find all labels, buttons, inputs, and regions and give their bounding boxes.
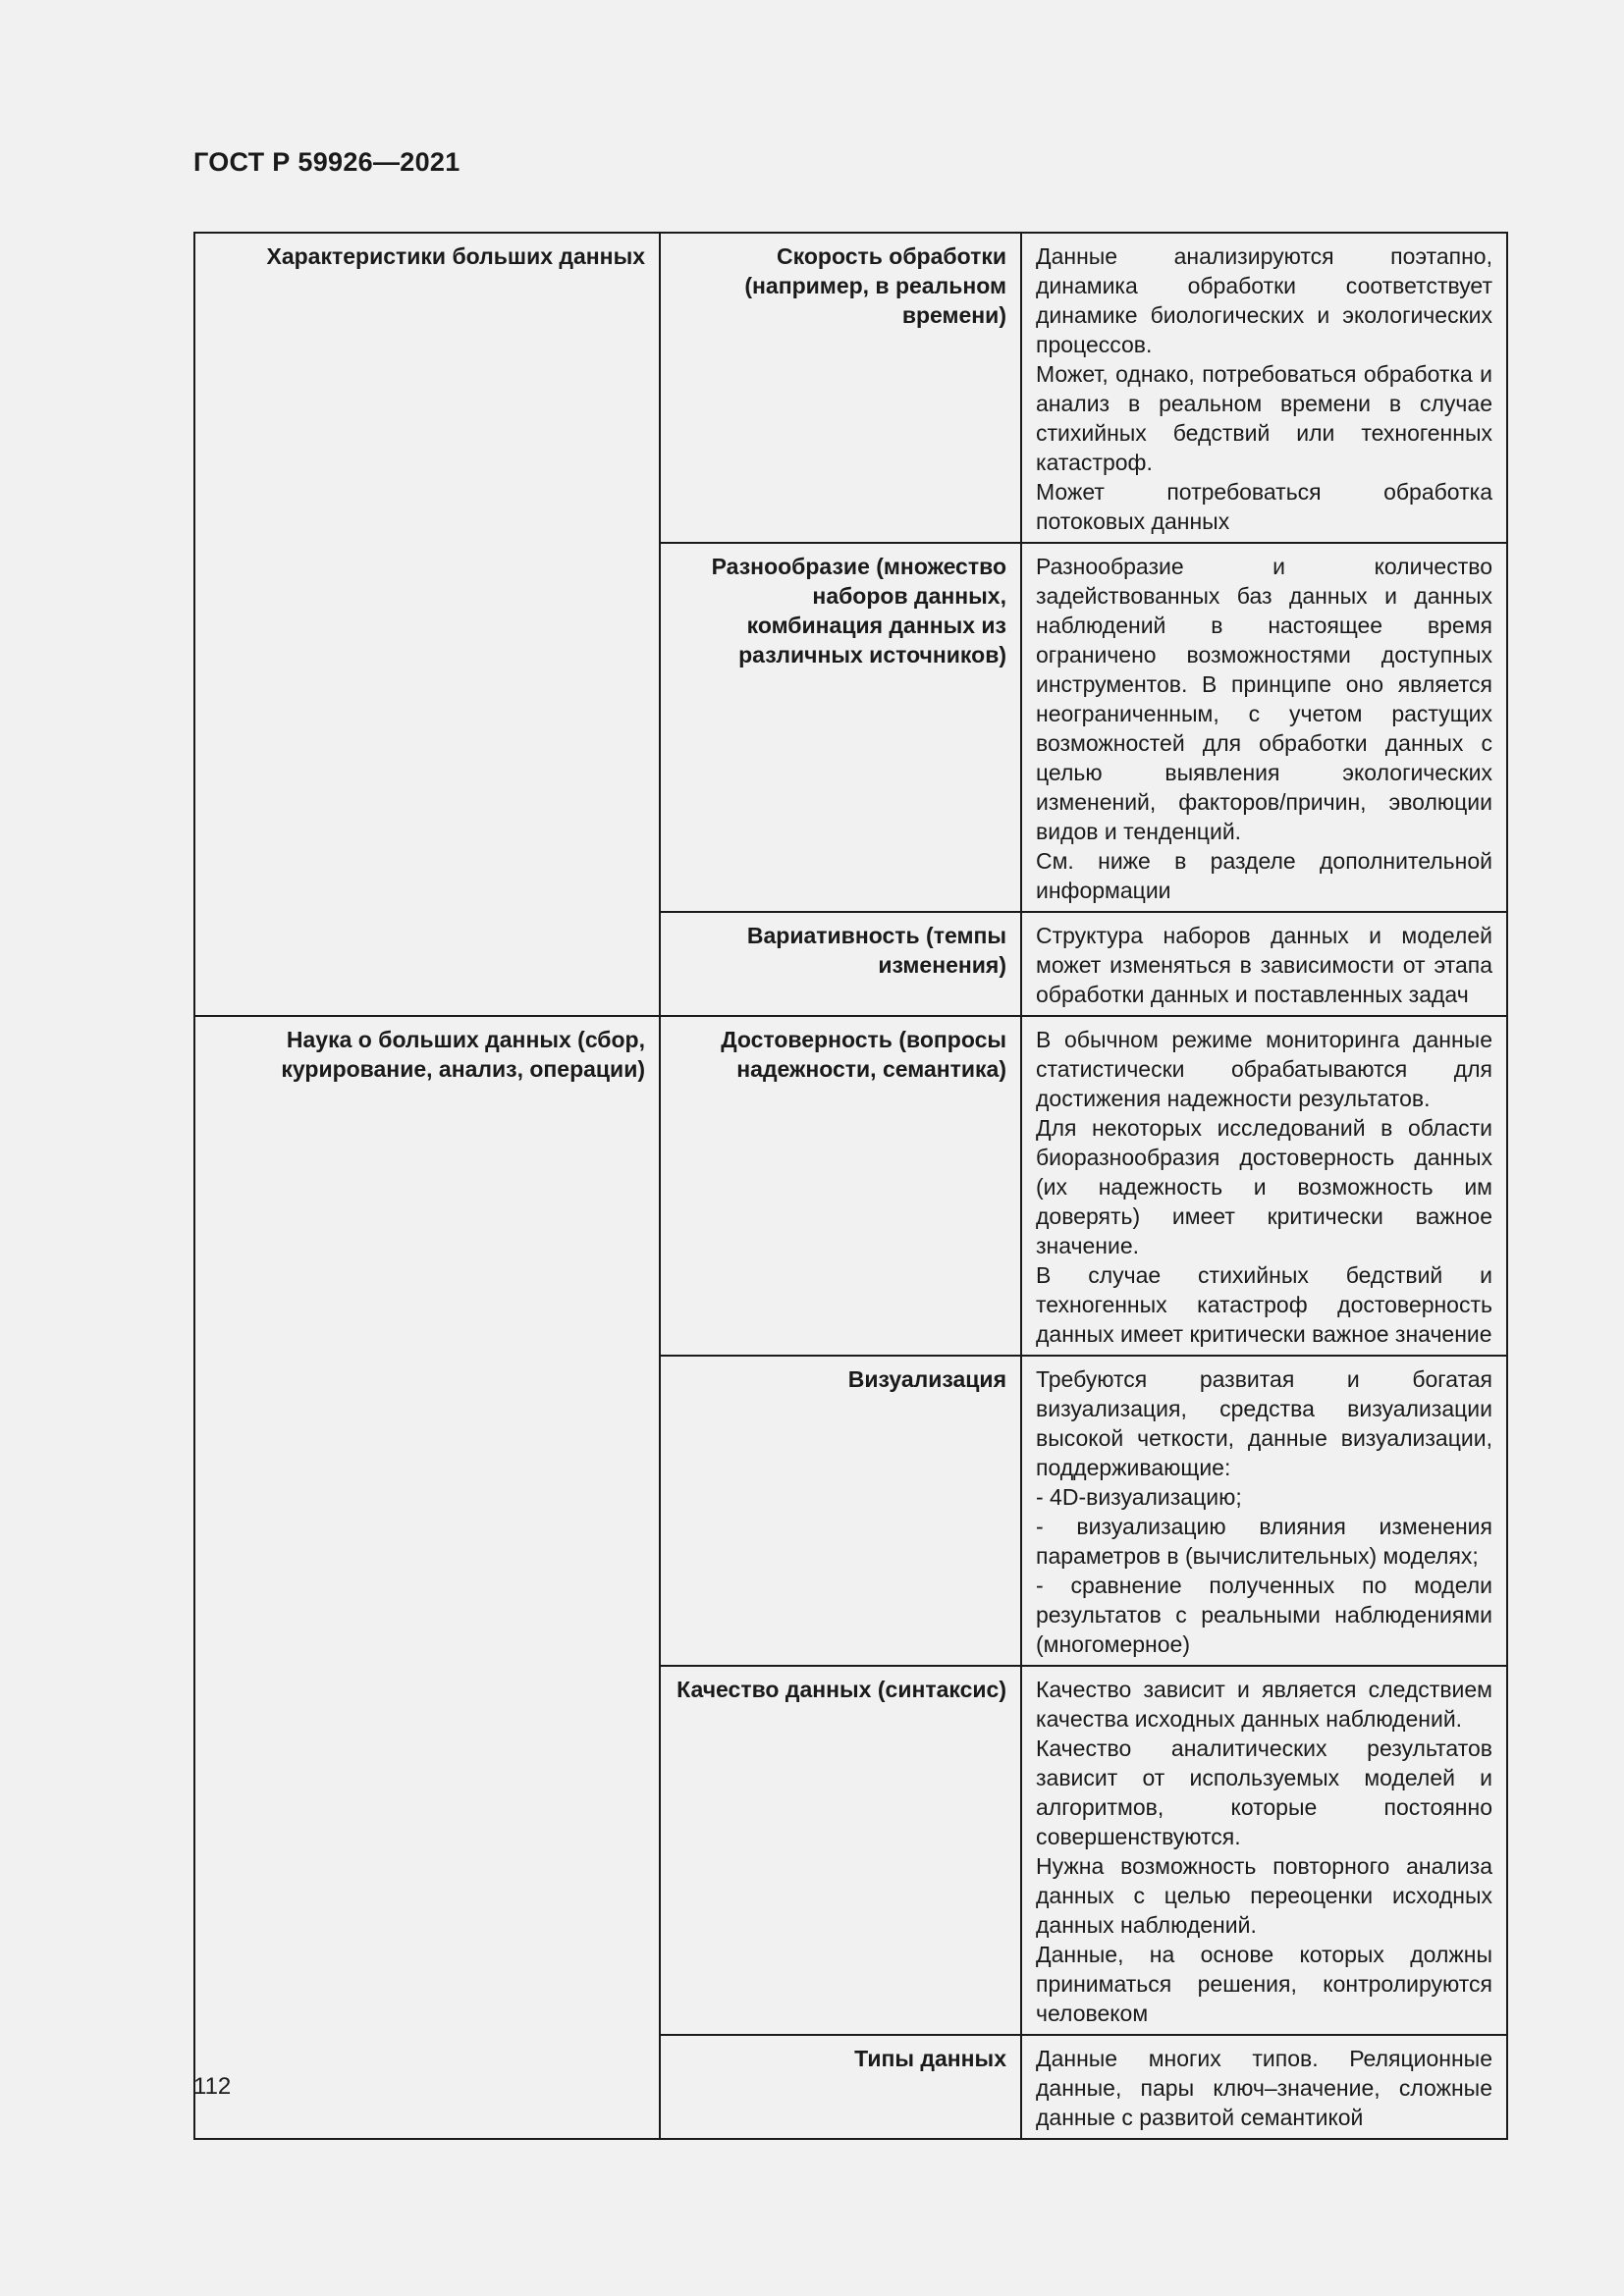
description-paragraph: Разнообразие и количество задействованных баз данных и данных наблюдений в настоящее время ограничено возможностями доступных инструментов. В принципе оно является неограниченным, с учетом растущих возможностей для обработки данных с целью выявления экологических изменений, факторов/причин, эволюции видов и тенденций.: [1036, 554, 1492, 844]
description-paragraph: - 4D-визуализацию;: [1036, 1484, 1242, 1510]
table-row: [194, 233, 1507, 543]
description-cell: [1021, 1666, 1507, 2035]
description-paragraph: Для некоторых исследований в области биоразнообразия достоверность данных (их надежность и возможность им доверять) имеет критически важное значение.: [1036, 1115, 1492, 1258]
description-paragraph: Может, однако, потребоваться обработка и анализ в реальном времени в случае стихийных бедствий или техногенных катастроф.: [1036, 361, 1492, 475]
description-cell: [1021, 2035, 1507, 2139]
description-paragraph: См. ниже в разделе дополнительной информации: [1036, 848, 1492, 903]
property-cell: Типы данных: [660, 2035, 1021, 2139]
description-paragraph: Данные анализируются поэтапно, динамика обработки соответствует динамике биологических и экологических процессов.: [1036, 243, 1492, 357]
description-paragraph: - сравнение полученных по модели результатов с реальными наблюдениями (многомерное): [1036, 1573, 1492, 1657]
description-paragraph: - визуализацию влияния изменения параметров в (вычислительных) моделях;: [1036, 1514, 1492, 1569]
description-paragraph: Данные, на основе которых должны приниматься решения, контролируются человеком: [1036, 1942, 1492, 2026]
document-header: ГОСТ Р 59926—2021: [193, 147, 460, 177]
description-paragraph: Структура наборов данных и моделей может изменяться в зависимости от этапа обработки данных и поставленных задач: [1036, 923, 1492, 1007]
description-paragraph: Качество аналитических результатов зависит от используемых моделей и алгоритмов, которые постоянно совершенствуются.: [1036, 1735, 1492, 1849]
description-paragraph: Может потребоваться обработка потоковых данных: [1036, 479, 1492, 534]
description-paragraph: Данные многих типов. Реляционные данные, пары ключ–значение, сложные данные с развитой семантикой: [1036, 2046, 1492, 2130]
description-paragraph: В случае стихийных бедствий и техногенных катастроф достоверность данных имеет критически важное значение: [1036, 1262, 1492, 1347]
group-title: Наука о больших данных (сбор, курирование, анализ, операции): [194, 1016, 660, 2139]
description-cell: [1021, 543, 1507, 912]
description-cell: [1021, 912, 1507, 1016]
description-paragraph: Качество зависит и является следствием качества исходных данных наблюдений.: [1036, 1677, 1492, 1732]
characteristics-table: [193, 232, 1508, 2140]
description-cell: [1021, 1356, 1507, 1666]
description-cell: [1021, 233, 1507, 543]
property-cell: Качество данных (синтаксис): [660, 1666, 1021, 2035]
description-paragraph: В обычном режиме мониторинга данные статистически обрабатываются для достижения надежности результатов.: [1036, 1027, 1492, 1111]
property-cell: Визуализация: [660, 1356, 1021, 1666]
group-title: Характеристики больших данных: [194, 233, 660, 1016]
property-cell: Скорость обработки (например, в реальном времени): [660, 233, 1021, 543]
description-paragraph: Нужна возможность повторного анализа данных с целью переоценки исходных данных наблюдений.: [1036, 1853, 1492, 1938]
description-cell: [1021, 1016, 1507, 1356]
property-cell: Вариативность (темпы изменения): [660, 912, 1021, 1016]
property-cell: Разнообразие (множество наборов данных, комбинация данных из различных источников): [660, 543, 1021, 912]
page-number: 112: [193, 2073, 232, 2100]
description-paragraph: Требуются развитая и богатая визуализация, средства визуализации высокой четкости, данные визуализации, поддерживающие:: [1036, 1366, 1492, 1480]
property-cell: Достоверность (вопросы надежности, семантика): [660, 1016, 1021, 1356]
table-row: [194, 1016, 1507, 1356]
